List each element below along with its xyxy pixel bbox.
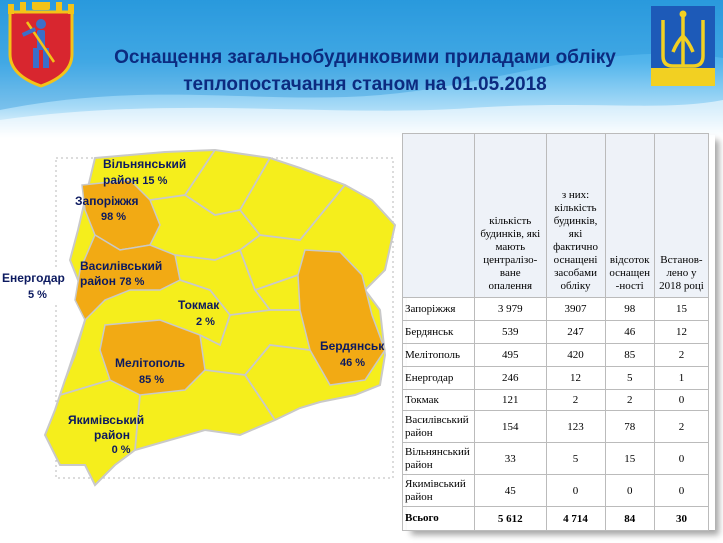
table-row: Вільнянський район 33 5 15 0 [403,443,709,475]
map-label-melitopol: Мелітополь 85 % [115,356,185,386]
header-installed: Встанов-лено у 2018 році [654,134,708,298]
map-label-vilniansk: Вільнянський район 15 % [103,157,187,187]
header-pct: відсоток оснащен -ності [605,134,654,298]
equipment-table [402,133,709,531]
title-line-1: Оснащення загальнобудинковими приладами обліку [114,47,616,68]
table-total-row: Всього 5 612 4 714 84 30 [403,507,709,531]
ukraine-trident-coat-of-arms-icon [651,6,715,86]
table-header-row [403,134,709,298]
table-row: Якимівський район 45 0 0 0 [403,475,709,507]
map-label-zaporizhzhia: Запоріжжя 98 % [75,194,139,223]
map-label-enerhodar: Енергодар 5 % [2,270,65,304]
title-line-2: теплопостачання станом на 01.05.2018 [183,74,547,95]
zaporizhzhia-coat-of-arms-icon [2,2,80,88]
map-label-vasylivka: Василівський район 78 % [80,259,163,288]
page-title [80,44,650,98]
map-label-berdiansk: Бердянськ 46 % [320,339,385,369]
table-row: Бердянськ 539 247 46 12 [403,321,709,344]
table-row: Токмак 121 2 2 0 [403,390,709,411]
table-row: Запоріжжя 3 979 3907 98 15 [403,298,709,321]
map-label-yakymivka: Якимівський район 0 % [68,413,145,456]
table-row: Василівський район 154 123 78 2 [403,411,709,443]
table-row: Мелітополь 495 420 85 2 [403,344,709,367]
header-equipped: з них: кількість будинків, які фактично оснащені засобами обліку [546,134,605,298]
table-row: Енергодар 246 12 5 1 [403,367,709,390]
header-name-col [403,134,475,298]
header-total: кількість будинків, які мають централізо-ване опалення [475,134,547,298]
map-label-tokmak: Токмак 2 % [178,298,220,328]
